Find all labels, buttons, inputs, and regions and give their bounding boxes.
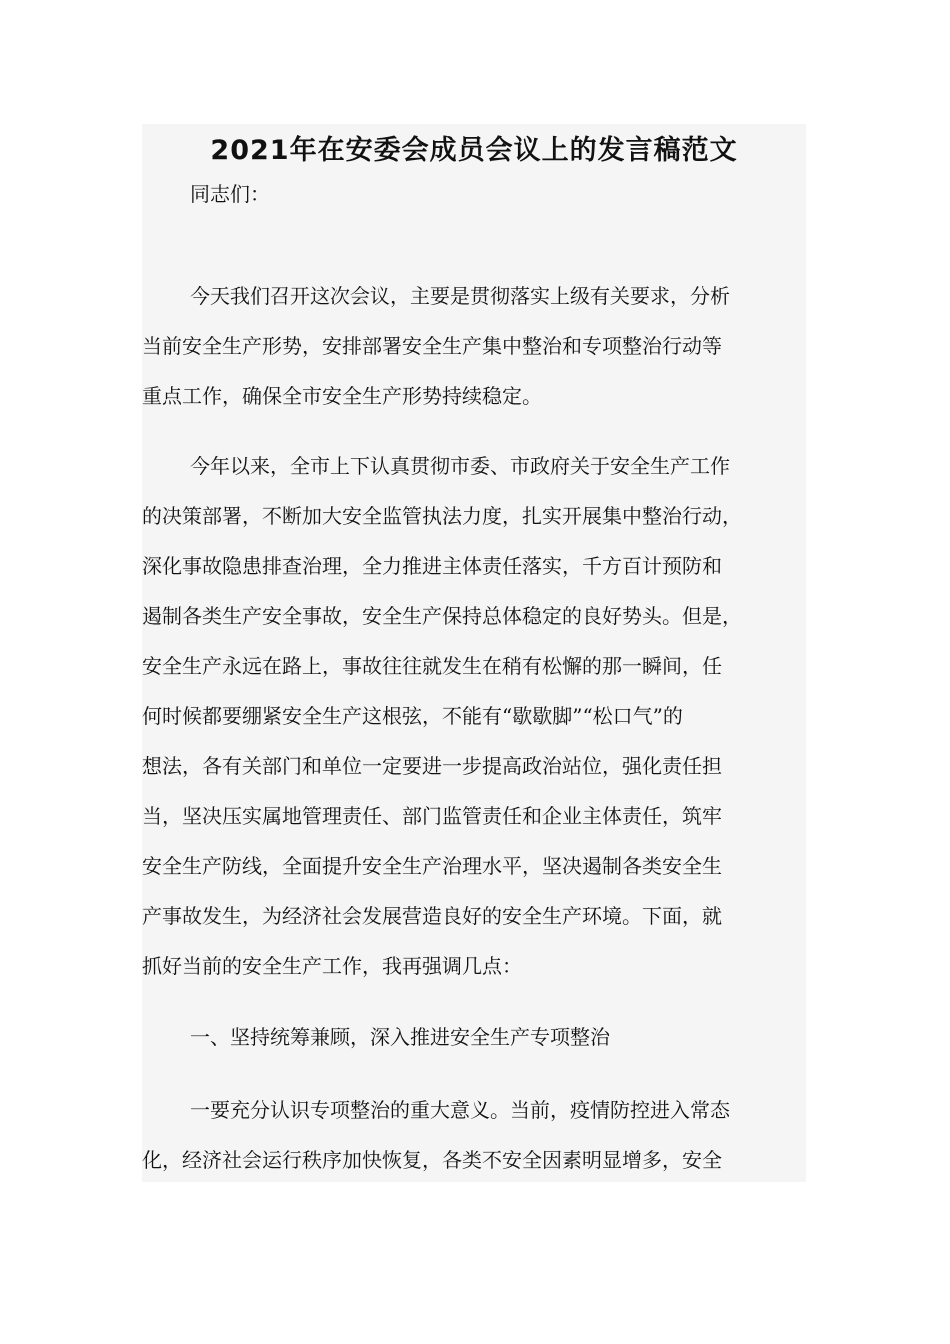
paragraph-line: 深化事故隐患排查治理，全力推进主体责任落实，千方百计预防和 xyxy=(142,554,722,578)
section-heading xyxy=(142,1012,806,1062)
paragraph-line: 想法，各有关部门和单位一定要进一步提高政治站位，强化责任担 xyxy=(142,754,722,778)
paragraph-line: 遏制各类生产安全事故，安全生产保持总体稳定的良好势头。但是， xyxy=(142,604,742,628)
paragraph-line: 今年以来，全市上下认真贯彻市委、市政府关于安全生产工作 xyxy=(190,454,730,478)
salutation xyxy=(142,169,806,219)
paragraph-line: 重点工作，确保全市安全生产形势持续稳定。 xyxy=(142,384,542,408)
paragraph-line: 一要充分认识专项整治的重大意义。当前，疫情防控进入常态 xyxy=(190,1098,730,1122)
paragraph-line: 安全生产永远在路上，事故往往就发生在稍有松懈的那一瞬间，任 xyxy=(142,654,722,678)
paragraph-2 xyxy=(142,441,806,991)
paragraph-line: 化，经济社会运行秩序加快恢复，各类不安全因素明显增多，安全 xyxy=(142,1148,722,1172)
paragraph-line: 安全生产防线，全面提升安全生产治理水平，坚决遏制各类安全生 xyxy=(142,854,722,878)
salutation-text: 同志们： xyxy=(190,182,270,206)
paragraph-line: 产事故发生，为经济社会发展营造良好的安全生产环境。下面，就 xyxy=(142,904,722,928)
document-title: 2021年在安委会成员会议上的发言稿范文 xyxy=(210,135,738,166)
paragraph-1 xyxy=(142,271,806,421)
paragraph-3 xyxy=(142,1085,806,1185)
paragraph-line: 当前安全生产形势，安排部署安全生产集中整治和专项整治行动等 xyxy=(142,334,722,358)
section-heading-text: 一、坚持统筹兼顾，深入推进安全生产专项整治 xyxy=(190,1025,610,1049)
paragraph-line: 何时候都要绷紧安全生产这根弦，不能有“歇歇脚”“松口气”的 xyxy=(142,704,683,728)
paragraph-line: 抓好当前的安全生产工作，我再强调几点： xyxy=(142,954,522,978)
paragraph-line: 的决策部署，不断加大安全监管执法力度，扎实开展集中整治行动， xyxy=(142,504,742,528)
paragraph-line: 今天我们召开这次会议，主要是贯彻落实上级有关要求，分析 xyxy=(190,284,730,308)
paragraph-line: 当，坚决压实属地管理责任、部门监管责任和企业主体责任，筑牢 xyxy=(142,804,722,828)
